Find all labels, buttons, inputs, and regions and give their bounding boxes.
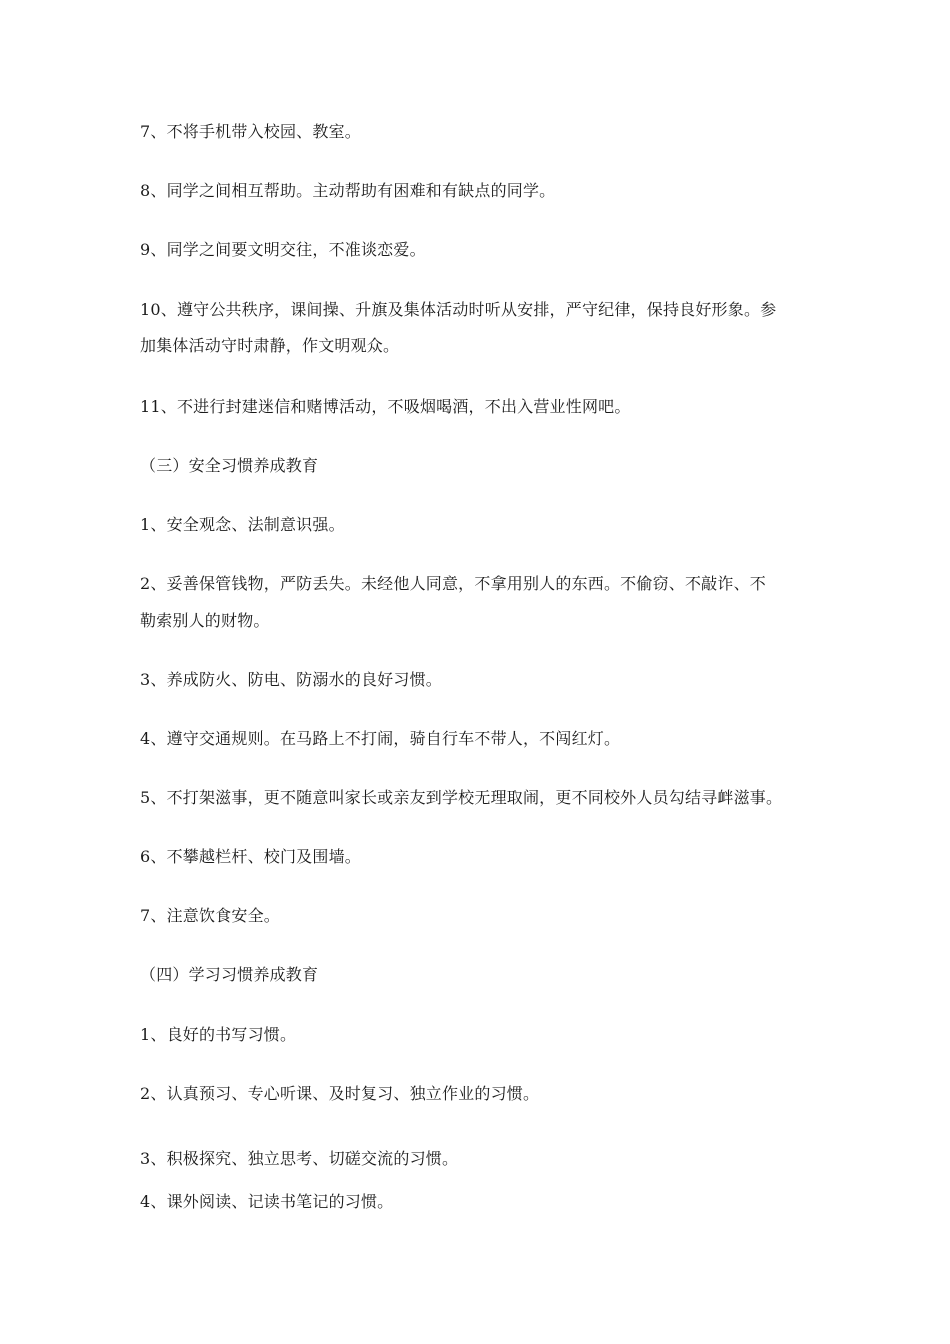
paragraph-line: 11、不进行封建迷信和赌博活动，不吸烟喝酒，不出入营业性网吧。	[140, 397, 631, 416]
paragraph-line: 6、不攀越栏杆、校门及围墙。	[140, 847, 361, 866]
paragraph-line: 1、良好的书写习惯。	[140, 1025, 297, 1044]
paragraph-line: 勒索别人的财物。	[140, 611, 270, 630]
paragraph-line: 2、妥善保管钱物，严防丢失。未经他人同意，不拿用别人的东西。不偷窃、不敲诈、不	[140, 574, 766, 593]
paragraph-line: 加集体活动守时肃静，作文明观众。	[140, 336, 400, 355]
paragraph-line: 7、注意饮食安全。	[140, 906, 280, 925]
paragraph-line: 5、不打架滋事，更不随意叫家长或亲友到学校无理取闹，更不同校外人员勾结寻衅滋事。	[140, 788, 783, 807]
section-heading: （三）安全习惯养成教育	[140, 456, 319, 475]
paragraph-line: 8、同学之间相互帮助。主动帮助有困难和有缺点的同学。	[140, 181, 556, 200]
paragraph-line: 10、遵守公共秩序，课间操、升旗及集体活动时听从安排，严守纪律，保持良好形象。参	[140, 300, 777, 319]
paragraph-line: 1、安全观念、法制意识强。	[140, 515, 345, 534]
paragraph-line: 4、课外阅读、记读书笔记的习惯。	[140, 1192, 394, 1211]
section-heading: （四）学习习惯养成教育	[140, 965, 319, 984]
paragraph-line: 4、遵守交通规则。在马路上不打闹，骑自行车不带人，不闯红灯。	[140, 729, 621, 748]
paragraph-line: 2、认真预习、专心听课、及时复习、独立作业的习惯。	[140, 1084, 540, 1103]
paragraph-line: 3、积极探究、独立思考、切磋交流的习惯。	[140, 1149, 459, 1168]
paragraph-line: 3、养成防火、防电、防溺水的良好习惯。	[140, 670, 442, 689]
paragraph-line: 9、同学之间要文明交往，不准谈恋爱。	[140, 240, 426, 259]
paragraph-line: 7、不将手机带入校园、教室。	[140, 122, 361, 141]
